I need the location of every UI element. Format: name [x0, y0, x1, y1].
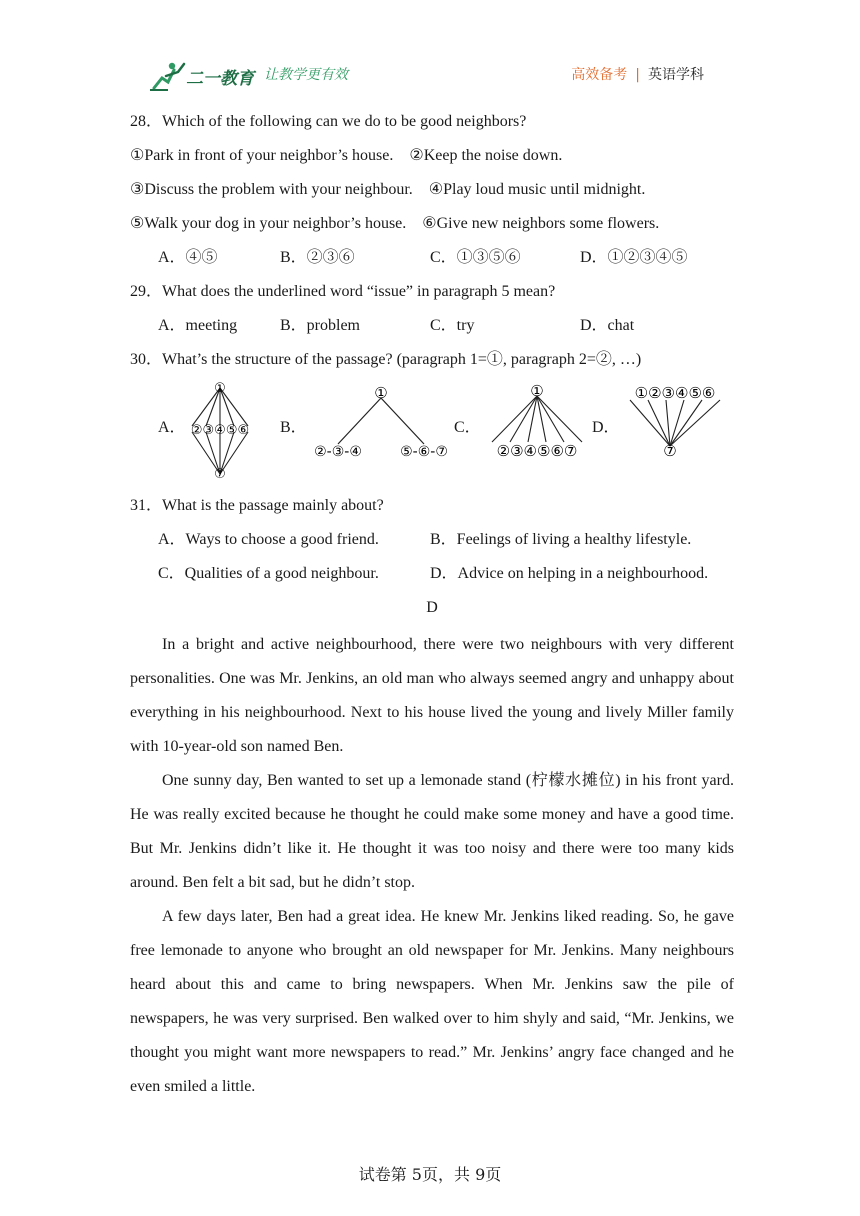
q28-statement-1: ①Park in front of your neighbor’s house.	[130, 147, 394, 164]
q28-option-a[interactable]: A．④⑤	[158, 249, 218, 266]
q30-option-b[interactable]: B．	[280, 419, 307, 436]
exam-tag: 高效备考	[571, 67, 628, 83]
page-footer: 试卷第 5页，共 9页	[358, 1165, 502, 1184]
subject-label: 英语学科	[648, 67, 704, 83]
q31-option-a[interactable]: A．Ways to choose a good friend.	[158, 531, 379, 548]
q30-stem: 30．What’s the structure of the passage? (paragraph 1=①, paragraph 2=②, …)	[130, 351, 642, 368]
structure-diagram-c[interactable]	[482, 380, 592, 460]
q29-option-a[interactable]: A．meeting	[158, 317, 238, 334]
diagram-c-bottom: ②③④⑤⑥⑦	[496, 442, 578, 460]
passage-paragraph-3: A few days later, Ben had a great idea. He knew Mr. Jenkins liked reading. So, he gave free lemonade to anyone who brought an old newspaper for Mr. Jenkins. Many neighbours heard about this and came to bring newspapers. When Mr. Jenkins saw the pile of newspapers, he was very surprised. Ben walked over to him shyly and said, “Mr. Jenkins, we thought you might want more newspapers to read.” Mr. Jenkins’ angry face changed and he even smiled a little.	[130, 908, 734, 1095]
q31-option-d[interactable]: D．Advice on helping in a neighbourhood.	[430, 565, 709, 582]
structure-diagram-a[interactable]	[186, 380, 254, 484]
q28-statements-row-3	[130, 210, 734, 244]
page-header	[148, 58, 708, 92]
q28-statement-2: ②Keep the noise down.	[409, 147, 563, 164]
q28-statement-3: ③Discuss the problem with your neighbour.	[130, 181, 413, 198]
q28-statements-row-1	[130, 142, 734, 176]
q30-option-c[interactable]: C．	[454, 419, 481, 436]
diagram-c-top: ①	[530, 382, 544, 400]
q31-options-row-2	[130, 560, 734, 594]
q28-statement-4: ④Play loud music until midnight.	[428, 181, 646, 198]
q30-options	[130, 380, 734, 492]
structure-diagram-b[interactable]	[306, 380, 456, 460]
slogan: 让教学更有效	[264, 67, 348, 83]
q31-option-b[interactable]: B．Feelings of living a healthy lifestyle.	[430, 531, 692, 548]
diagram-b-top: ①	[374, 384, 388, 402]
q29-option-c[interactable]: C．try	[430, 317, 475, 334]
q28-statement-5: ⑤Walk your dog in your neighbor’s house.	[130, 215, 407, 232]
runner-icon	[150, 63, 184, 90]
diagram-b-right: ⑤-⑥-⑦	[400, 444, 448, 460]
q28-option-d[interactable]: D．①②③④⑤	[580, 249, 688, 266]
diagram-a-middle: ②③④⑤⑥	[190, 423, 250, 438]
passage-paragraph-2: One sunny day, Ben wanted to set up a lemonade stand (柠檬水摊位) in his front yard. He was really excited because he thought he could make some money and have a good time. But Mr. Jenkins didn’t like it. He thought it was too noisy and there were too many kids around. Ben felt a bit sad, but he didn’t stop.	[130, 772, 734, 891]
q31-options-row-1	[130, 526, 734, 560]
q29-options	[130, 312, 734, 346]
brand-logo	[148, 58, 258, 92]
section-heading: D	[426, 599, 438, 616]
page-content	[130, 108, 734, 1104]
q30-option-a[interactable]: A．	[158, 419, 186, 436]
q31-option-c[interactable]: C．Qualities of a good neighbour.	[158, 565, 379, 582]
q28-stem: 28．Which of the following can we do to be good neighbors?	[130, 113, 527, 130]
q28-options	[130, 244, 734, 278]
brand-name: 二一教育	[186, 69, 254, 89]
header-divider: |	[635, 67, 640, 83]
q28-statement-6: ⑥Give new neighbors some flowers.	[422, 215, 660, 232]
q29-option-d[interactable]: D．chat	[580, 317, 635, 334]
q28-option-b[interactable]: B．②③⑥	[280, 249, 355, 266]
header-right	[571, 64, 704, 84]
q29-stem: 29．What does the underlined word “issue” in paragraph 5 mean?	[130, 283, 556, 300]
q29-option-b[interactable]: B．problem	[280, 317, 360, 334]
diagram-d-bottom: ⑦	[663, 442, 677, 460]
q30-option-d[interactable]: D．	[592, 419, 620, 436]
diagram-a-top: ①	[214, 381, 226, 396]
q31-stem: 31．What is the passage mainly about?	[130, 497, 384, 514]
q28-statements-row-2	[130, 176, 734, 210]
diagram-a-bottom: ⑦	[214, 467, 226, 482]
diagram-d-top: ①②③④⑤⑥	[634, 384, 716, 402]
q28-option-c[interactable]: C．①③⑤⑥	[430, 249, 521, 266]
diagram-b-left: ②-③-④	[314, 444, 362, 460]
structure-diagram-d[interactable]	[620, 380, 730, 460]
passage-paragraph-1: In a bright and active neighbourhood, there were two neighbours with very different personalities. One was Mr. Jenkins, an old man who always seemed angry and unhappy about everything in his neighbourhood. Next to his house lived the young and lively Miller family with 10-year-old son named Ben.	[130, 636, 734, 755]
